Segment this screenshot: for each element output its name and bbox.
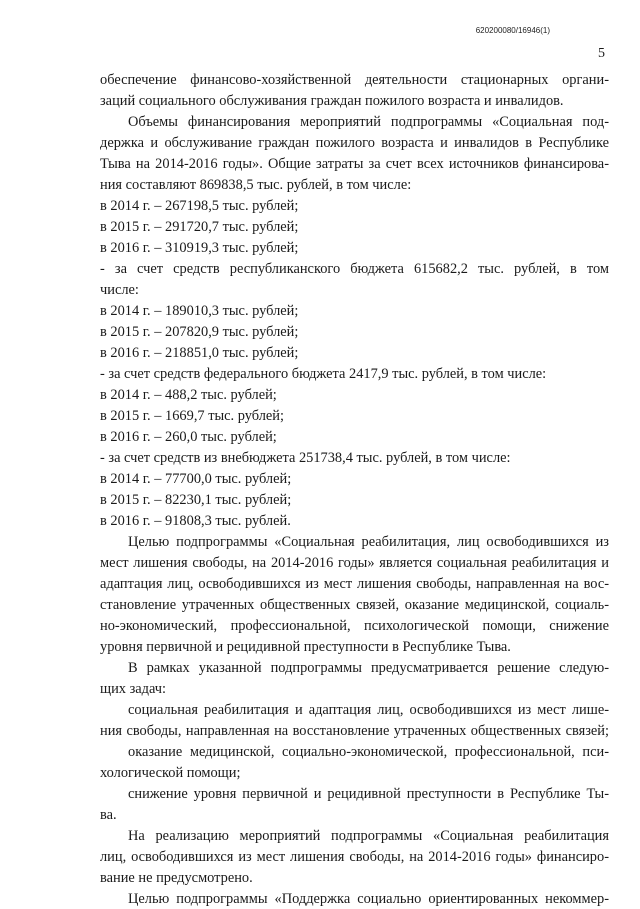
text-line: социальная реабилитация и адаптация лиц, освободившихся из мест лише- [128, 702, 609, 718]
text-line: в 2014 г. – 488,2 тыс. рублей; [100, 387, 277, 403]
text-line: хологической помощи; [100, 765, 241, 781]
text-line: в 2016 г. – 91808,3 тыс. рублей. [100, 513, 291, 529]
text-line: в 2015 г. – 1669,7 тыс. рублей; [100, 408, 284, 424]
text-line: адаптация лиц, освободившихся из мест лишения свободы, направленная на вос- [100, 576, 609, 592]
text-line: в 2016 г. – 310919,3 тыс. рублей; [100, 240, 299, 256]
text-line: ния составляют 869838,5 тыс. рублей, в том числе: [100, 177, 412, 193]
text-line: обеспечение финансово-хозяйственной деятельности стационарных органи- [100, 72, 609, 88]
text-line: заций социального обслуживания граждан пожилого возраста и инвалидов. [100, 93, 564, 109]
text-line: в 2014 г. – 189010,3 тыс. рублей; [100, 303, 299, 319]
text-line: ния свободы, направленная на восстановление утраченных общественных связей; [100, 723, 609, 739]
text-line: но-экономический, профессиональной, психологической помощи, снижение [100, 618, 609, 634]
text-line: в 2015 г. – 207820,9 тыс. рублей; [100, 324, 299, 340]
text-line: мест лишения свободы, на 2014-2016 годы» является социальная реабилитация и [100, 555, 609, 571]
text-line: - за счет средств из внебюджета 251738,4 тыс. рублей, в том числе: [100, 450, 511, 466]
text-line: Целью подпрограммы «Поддержка социально ориентированных некоммер- [128, 891, 609, 907]
text-line: в 2014 г. – 77700,0 тыс. рублей; [100, 471, 292, 487]
text-line: - за счет средств республиканского бюджета 615682,2 тыс. рублей, в том [100, 261, 609, 277]
text-line: в 2015 г. – 291720,7 тыс. рублей; [100, 219, 299, 235]
text-line: числе: [100, 282, 139, 298]
text-line: в 2016 г. – 260,0 тыс. рублей; [100, 429, 277, 445]
text-line: лиц, освободившихся из мест лишения свободы, на 2014-2016 годы» финансиро- [100, 849, 609, 865]
text-line: оказание медицинской, социально-экономической, профессиональной, пси- [128, 744, 609, 760]
text-line: В рамках указанной подпрограммы предусматривается решение следую- [128, 660, 609, 676]
document-id: 620200080/16946(1) [475, 26, 550, 35]
text-line: в 2016 г. – 218851,0 тыс. рублей; [100, 345, 299, 361]
text-line: Объемы финансирования мероприятий подпрограммы «Социальная под- [128, 114, 609, 130]
text-line: держка и обслуживание граждан пожилого возраста и инвалидов в Республике [100, 135, 609, 151]
text-line: становление утраченных общественных связей, оказание медицинской, социаль- [100, 597, 609, 613]
text-line: в 2015 г. – 82230,1 тыс. рублей; [100, 492, 292, 508]
text-line: Тыва на 2014-2016 годы». Общие затраты за счет всех источников финансирова- [100, 156, 609, 172]
text-line: уровня первичной и рецидивной преступности в Республике Тыва. [100, 639, 511, 655]
text-line: щих задач: [100, 681, 167, 697]
text-line: в 2014 г. – 267198,5 тыс. рублей; [100, 198, 299, 214]
text-line: Целью подпрограммы «Социальная реабилитация, лиц освободившихся из [128, 534, 609, 550]
text-line: снижение уровня первичной и рецидивной преступности в Республике Ты- [128, 786, 609, 802]
text-line: На реализацию мероприятий подпрограммы «Социальная реабилитация [128, 828, 609, 844]
text-line: - за счет средств федерального бюджета 2417,9 тыс. рублей, в том числе: [100, 366, 547, 382]
text-line: ва. [100, 807, 117, 823]
page-number: 5 [598, 46, 605, 61]
text-line: вание не предусмотрено. [100, 870, 253, 886]
